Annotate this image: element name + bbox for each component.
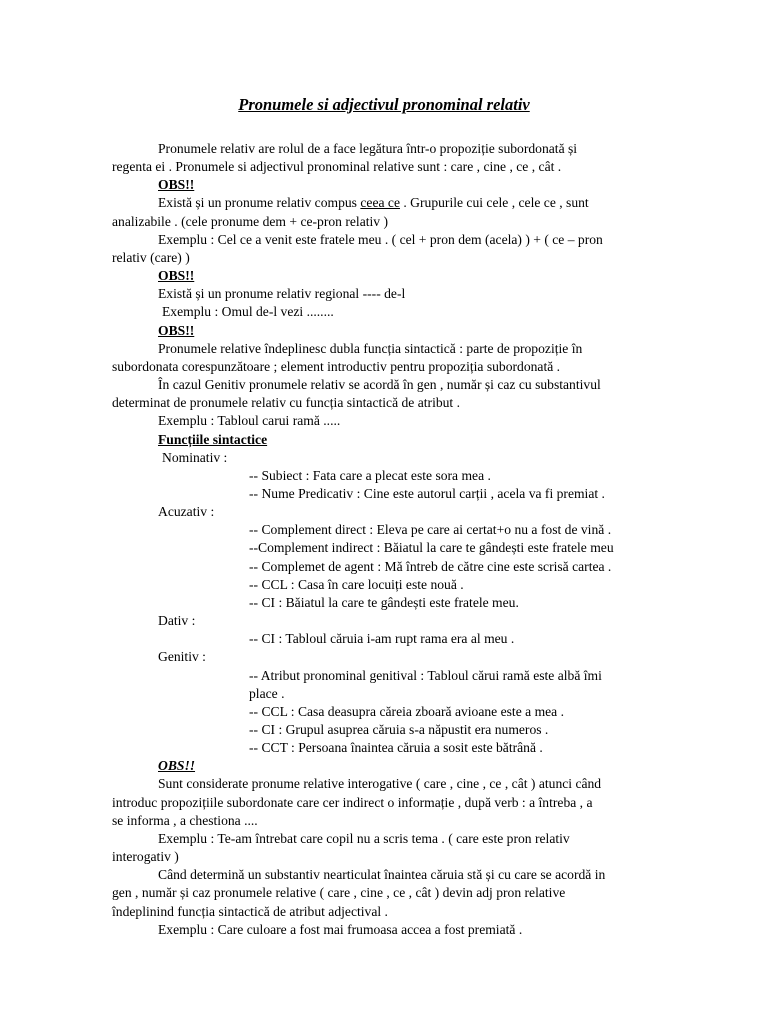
list-item: -- CI : Tabloul căruia i-am rupt rama era al meu . [249,631,515,647]
list-item: -- CCL : Casa deasupra căreia zboară avioane este a mea . [249,703,565,719]
list-item: -- CCL : Casa în care locuiți este nouă . [249,576,464,592]
underlined-term: ceea ce [360,195,400,211]
section-heading: Funcțiile sintactice [158,431,268,447]
paragraph-line: Există și un pronume relativ regional ---- de-l [158,286,406,302]
example-line: Exemplu : Cel ce a venit este fratele meu . ( cel + pron dem (acela) ) + ( ce – pron [158,231,603,247]
paragraph-line: În cazul Genitiv pronumele relativ se acordă în gen , număr și caz cu substantivul [158,377,601,393]
paragraph-line: relativ (care) ) [112,249,190,265]
case-label-acuzativ: Acuzativ : [158,504,215,520]
list-item: --Complement indirect : Băiatul la care te gândești este fratele meu [249,540,614,556]
obs-label: OBS!! [158,268,195,284]
paragraph-line: Pronumele relative îndeplinesc dubla funcția sintactică : parte de propoziție în [158,340,583,356]
list-item: -- Subiect : Fata care a plecat este sora mea . [249,467,491,483]
paragraph-line: Există și un pronume relativ compus ceea ce . Grupurile cui cele , cele ce , sunt [158,195,589,211]
example-line: Exemplu : Te-am întrebat care copil nu a scris tema . ( care este pron relativ [158,830,570,846]
example-line: Exemplu : Omul de-l vezi ........ [162,304,334,320]
case-label-dativ: Dativ : [158,613,196,629]
case-label-nominativ: Nominativ : [162,449,228,465]
paragraph-line: introduc propozițiile subordonate care cer indirect o informație , după verb : a întreba , a [112,794,593,810]
list-item: place . [249,685,285,701]
paragraph-line: regenta ei . Pronumele si adjectivul pronominal relative sunt : care , cine , ce , cât . [112,159,562,175]
list-item: -- CI : Băiatul la care te gândești este fratele meu. [249,594,519,610]
paragraph-line: subordonata corespunzătoare ; element introductiv pentru propoziția subordonată . [112,358,561,374]
paragraph-line: Când determină un substantiv nearticulat înaintea căruia stă și cu care se acordă in [158,867,606,883]
paragraph-line: interogativ ) [112,849,179,865]
paragraph-line: gen , număr și caz pronumele relative ( care , cine , ce , cât ) devin adj pron relative [112,885,566,901]
case-label-genitiv: Genitiv : [158,649,206,665]
paragraph-line: Sunt considerate pronume relative interogative ( care , cine , ce , cât ) atunci când [158,776,602,792]
example-line: Exemplu : Care culoare a fost mai frumoasa accea a fost premiată . [158,921,523,937]
list-item: -- Complemet de agent : Mă întreb de către cine este scrisă cartea . [249,558,612,574]
list-item: -- Nume Predicativ : Cine este autorul carții , acela va fi premiat . [249,485,605,501]
obs-label-italic: OBS!! [158,758,196,774]
paragraph-line: analizabile . (cele pronume dem + ce-pron relativ ) [112,213,389,229]
paragraph-line: Pronumele relativ are rolul de a face legătura într-o propoziție subordonată și [158,141,578,156]
list-item: -- Complement direct : Eleva pe care ai certat+o nu a fost de vină . [249,522,612,538]
list-item: -- CCT : Persoana înaintea căruia a sosit este bătrână . [249,740,543,756]
list-item: -- Atribut pronominal genitival : Tabloul cărui ramă este albă îmi [249,667,602,683]
document-body [112,140,660,939]
page-title: Pronumele si adjectivul pronominal relativ [238,95,530,114]
obs-label: OBS!! [158,322,195,338]
list-item: -- CI : Grupul asuprea căruia s-a năpustit era numeros . [249,722,549,737]
paragraph-line: îndeplinind funcția sintactică de atribut adjectival . [112,903,388,919]
obs-label: OBS!! [158,177,195,193]
paragraph-line: se informa , a chestiona .... [112,812,258,828]
example-line: Exemplu : Tabloul carui ramă ..... [158,413,341,429]
paragraph-line: determinat de pronumele relativ cu funcția sintactică de atribut . [112,395,461,411]
